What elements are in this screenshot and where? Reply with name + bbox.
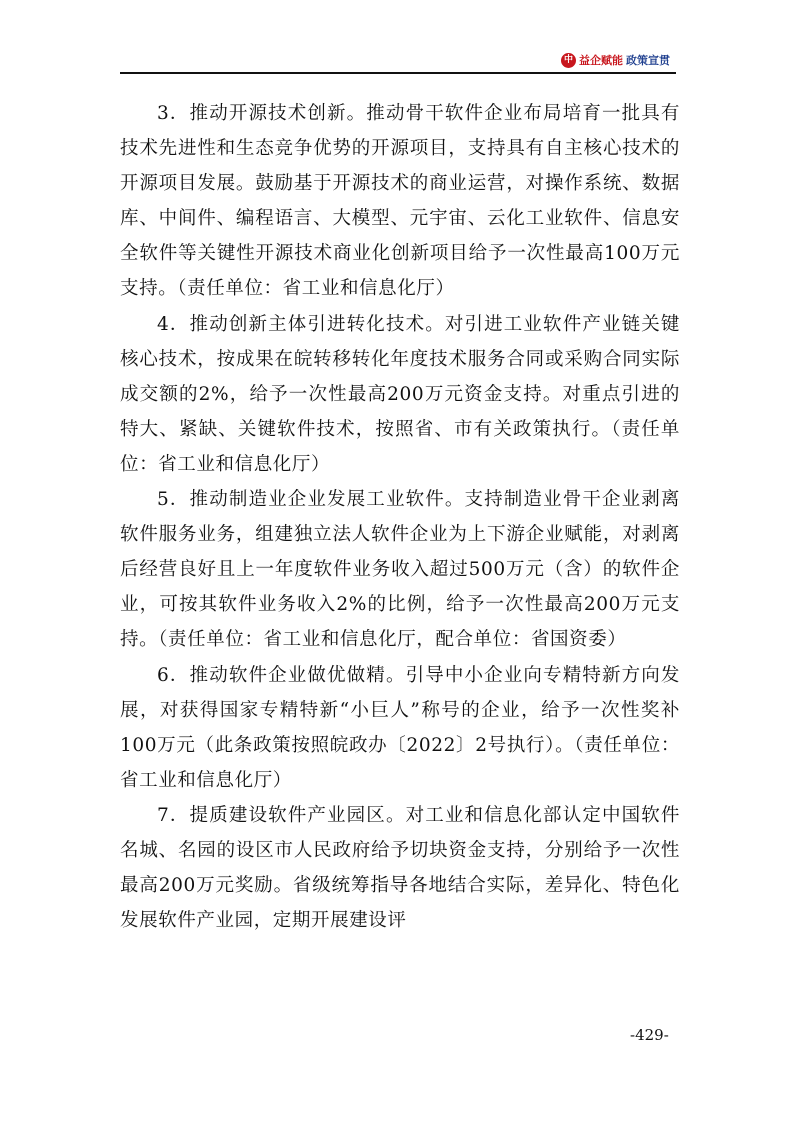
page-header — [120, 48, 676, 74]
paragraph-5: 5．推动制造业企业发展工业软件。支持制造业骨干企业剥离软件服务业务，组建独立法人软件企业为上下游企业赋能，对剥离后经营良好且上一年度软件业务收入超过500万元（含）的软件企业，可按其软件业务收入2%的比例，给予一次性最高200万元支持。（责任单位：省工业和信息化厅，配合单位：省国资委） — [120, 489, 680, 651]
paragraph-6: 6．推动软件企业做优做精。引导中小企业向专精特新方向发展，对获得国家专精特新“小巨人”称号的企业，给予一次性奖补100万元（此条政策按照皖政办〔2022〕2号执行）。（责任单位：省工业和信息化厅） — [120, 664, 680, 791]
paragraph-3: 3．推动开源技术创新。推动骨干软件企业布局培育一批具有技术先进性和生态竞争优势的开源项目，支持具有自主核心技术的开源项目发展。鼓励基于开源技术的商业运营，对操作系统、数据库、中间件、编程语言、大模型、元宇宙、云化工业软件、信息安全软件等关键性开源技术商业化创新项目给予一次性最高100万元支持。（责任单位：省工业和信息化厅） — [120, 103, 680, 300]
document-body — [120, 96, 680, 938]
brand-logo-group — [561, 50, 670, 70]
brand-name: 益企赋能 — [579, 54, 623, 67]
brand-sub: 政策宣贯 — [626, 54, 670, 67]
paragraph-7: 7．提质建设软件产业园区。对工业和信息化部认定中国软件名城、名园的设区市人民政府给予切块资金支持，分别给予一次性最高200万元奖励。省级统筹指导各地结合实际，差异化、特色化发展软件产业园，定期开展建设评 — [120, 804, 680, 932]
brand-circle-icon — [561, 53, 576, 68]
header-divider — [120, 72, 676, 74]
brand-mark: 中 — [563, 54, 573, 65]
page-number: -429- — [630, 1026, 669, 1044]
paragraph-4: 4．推动创新主体引进转化技术。对引进工业软件产业链关键核心技术，按成果在皖转移转化年度技术服务合同或采购合同实际成交额的2%，给予一次性最高200万元资金支持。对重点引进的特大、紧缺、关键软件技术，按照省、市有关政策执行。（责任单位：省工业和信息化厅） — [120, 313, 680, 475]
